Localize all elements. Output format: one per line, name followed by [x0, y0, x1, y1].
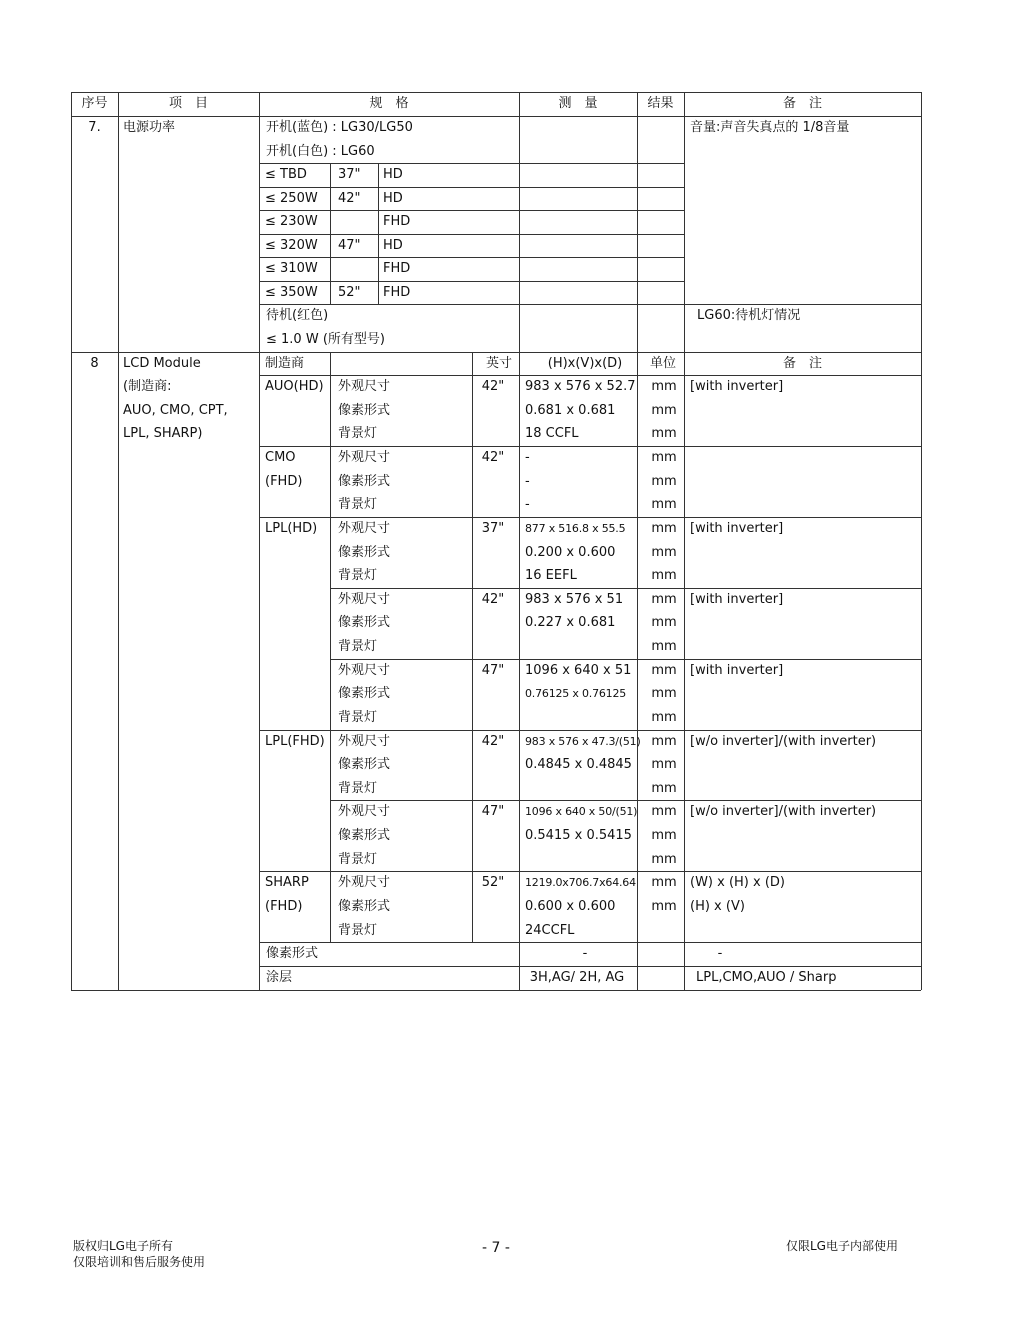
lcd-attr-label: 像素形式: [338, 686, 391, 701]
table-hline: [259, 730, 330, 731]
standby-remark: LG60:待机灯情况: [697, 308, 801, 323]
lcd-value: 983 x 576 x 51: [525, 591, 624, 607]
table-hline: [330, 234, 378, 235]
lcd-remark: [w/o inverter]/(with inverter): [690, 733, 877, 749]
footer-internal: 仅限LG电子内部使用: [786, 1239, 898, 1253]
table-hline: [330, 187, 378, 188]
lcd-attr-label: 外观尺寸: [338, 733, 391, 749]
table-hline: [259, 942, 921, 943]
lcd-unit: mm: [651, 828, 677, 843]
lcd-value: 0.600 x 0.600: [525, 899, 616, 914]
lcd-value: 18 CCFL: [525, 426, 579, 441]
table-vline: [118, 92, 119, 990]
pixel-label: 像素形式: [266, 946, 319, 961]
power-remark: 音量:声音失真点的 1/8音量: [690, 120, 850, 135]
table-vline: [71, 92, 72, 990]
page-number: - 7 -: [482, 1240, 510, 1256]
lcd-value: -: [525, 473, 530, 489]
lcd-unit: mm: [651, 804, 677, 819]
lcd-value: 1096 x 640 x 50/(51): [525, 805, 638, 818]
lcd-remark: [with inverter]: [690, 521, 784, 536]
power-value: ≤ 350W: [265, 284, 318, 300]
table-hline: [71, 92, 921, 93]
lcd-maker: LPL(FHD): [265, 733, 325, 749]
lcd-attr-label: 外观尺寸: [338, 804, 391, 819]
lcd-remark: [w/o inverter]/(with inverter): [690, 804, 877, 819]
lcd-unit: mm: [651, 780, 677, 796]
table-vline: [259, 92, 260, 990]
table-hline: [71, 990, 921, 991]
lcd-maker: LPL(HD): [265, 521, 318, 536]
lcd-item-line: (制造商:: [123, 379, 172, 394]
header-item: 项 目: [168, 96, 209, 111]
table-hline: [330, 517, 921, 518]
lcd-head-maker: 制造商: [265, 355, 305, 371]
power-value: ≤ 320W: [265, 237, 318, 253]
table-vline: [684, 92, 685, 352]
lcd-item-line: AUO, CMO, CPT,: [123, 402, 228, 418]
lcd-unit: mm: [651, 568, 677, 583]
lcd-value: 1096 x 640 x 51: [525, 662, 632, 678]
lcd-value: 0.227 x 0.681: [525, 615, 616, 630]
lcd-unit: mm: [651, 710, 677, 725]
power-value: ≤ 230W: [265, 214, 318, 229]
lcd-value: 0.200 x 0.600: [525, 544, 616, 560]
table-vline: [921, 92, 922, 990]
lcd-value: 1219.0x706.7x64.64: [525, 876, 636, 889]
power-type: FHD: [383, 214, 411, 229]
table-hline: [259, 187, 684, 188]
lcd-attr-label: 像素形式: [338, 402, 391, 418]
lcd-unit: mm: [651, 521, 677, 536]
table-hline: [259, 257, 684, 258]
lcd-attr-label: 背景灯: [338, 426, 378, 441]
power-size: 37": [338, 167, 361, 182]
lcd-attr-label: 背景灯: [338, 568, 378, 583]
lcd-unit: mm: [651, 639, 677, 654]
lcd-attr-label: 像素形式: [338, 899, 391, 914]
lcd-value: 983 x 576 x 47.3/(51): [525, 734, 641, 748]
lcd-value: 983 x 576 x 52.7: [525, 379, 636, 394]
lcd-item-line: LPL, SHARP): [123, 426, 203, 441]
power-on-blue: 开机(蓝色) : LG30/LG50: [266, 120, 413, 135]
lcd-head-remark: 备 注: [782, 355, 823, 371]
lcd-unit: mm: [651, 757, 677, 772]
table-vline: [519, 352, 520, 990]
table-hline: [330, 588, 921, 589]
lcd-attr-label: 外观尺寸: [338, 379, 391, 394]
lcd-value: 0.4845 x 0.4845: [525, 757, 632, 772]
lcd-unit: mm: [651, 426, 677, 441]
lcd-attr-label: 像素形式: [338, 544, 391, 560]
table-hline: [330, 871, 921, 872]
lcd-head-dim: (H)x(V)x(D): [547, 355, 623, 371]
lcd-unit: mm: [651, 497, 677, 512]
coating-value: 3H,AG/ 2H, AG: [529, 970, 625, 985]
lcd-value: -: [525, 450, 530, 465]
lcd-unit: mm: [651, 591, 677, 607]
lcd-inch: 42": [481, 733, 505, 749]
lcd-attr-label: 外观尺寸: [338, 875, 391, 890]
lcd-value: 0.5415 x 0.5415: [525, 828, 632, 843]
lcd-inch: 42": [481, 379, 505, 394]
lcd-inch: 42": [481, 591, 505, 607]
table-hline: [330, 281, 378, 282]
spec-table: [71, 92, 921, 990]
footer-copyright: 版权归LG电子所有: [73, 1239, 173, 1253]
table-hline: [330, 730, 921, 731]
table-hline: [259, 966, 921, 967]
table-hline: [259, 281, 684, 282]
pixel-value: -: [582, 946, 588, 961]
lcd-attr-label: 外观尺寸: [338, 450, 391, 465]
lcd-value: 0.76125 x 0.76125: [525, 687, 627, 700]
power-size: 52": [338, 284, 361, 300]
lcd-inch: 37": [481, 521, 505, 536]
table-hline: [259, 163, 684, 164]
lcd-remark: (W) x (H) x (D): [690, 875, 785, 890]
lcd-attr-label: 像素形式: [338, 615, 391, 630]
footer-usage: 仅限培训和售后服务使用: [73, 1255, 206, 1269]
lcd-value: 24CCFL: [525, 922, 575, 938]
table-hline: [259, 375, 921, 376]
power-type: HD: [383, 237, 403, 253]
pixel-remark: -: [717, 946, 723, 961]
table-hline: [259, 234, 684, 235]
lcd-attr-label: 像素形式: [338, 473, 391, 489]
header-spec: 规 格: [369, 96, 409, 111]
lcd-unit: mm: [651, 615, 677, 630]
lcd-attr-label: 外观尺寸: [338, 591, 391, 607]
lcd-unit: mm: [651, 851, 677, 867]
power-type: HD: [383, 190, 403, 206]
table-vline: [519, 92, 520, 352]
table-hline: [330, 659, 921, 660]
lcd-attr-label: 背景灯: [338, 497, 378, 512]
lcd-no: 8: [90, 355, 99, 371]
lcd-attr-label: 像素形式: [338, 828, 391, 843]
lcd-attr-label: 像素形式: [338, 757, 391, 772]
power-no: 7.: [88, 120, 101, 135]
lcd-unit: mm: [651, 875, 677, 890]
lcd-unit: mm: [651, 450, 677, 465]
lcd-unit: mm: [651, 544, 677, 560]
power-size: 42": [338, 190, 361, 206]
table-hline: [259, 446, 330, 447]
power-item: 电源功率: [123, 120, 176, 135]
coating-label: 涂层: [266, 970, 293, 985]
power-value: ≤ 310W: [265, 261, 318, 276]
lcd-remark: [with inverter]: [690, 379, 784, 394]
power-value: ≤ TBD: [265, 167, 307, 182]
lcd-maker: SHARP: [265, 875, 309, 890]
power-type: FHD: [383, 284, 411, 300]
standby-label: 待机(红色): [266, 308, 329, 323]
coating-remark: LPL,CMO,AUO / Sharp: [696, 970, 837, 985]
table-vline: [378, 163, 379, 304]
power-type: HD: [383, 167, 403, 182]
lcd-value: 0.681 x 0.681: [525, 402, 616, 418]
lcd-remark: [with inverter]: [690, 591, 784, 607]
lcd-attr-label: 背景灯: [338, 851, 378, 867]
lcd-attr-label: 背景灯: [338, 710, 378, 725]
lcd-attr-label: 外观尺寸: [338, 662, 391, 678]
lcd-attr-label: 背景灯: [338, 639, 378, 654]
table-vline: [684, 352, 685, 990]
table-vline: [637, 352, 638, 990]
table-hline: [259, 871, 330, 872]
lcd-unit: mm: [651, 379, 677, 394]
header-remark: 备 注: [782, 96, 823, 111]
table-hline: [71, 116, 921, 117]
lcd-inch: 42": [481, 450, 505, 465]
header-result: 结果: [647, 96, 674, 111]
lcd-maker: (FHD): [265, 899, 303, 914]
table-hline: [259, 210, 684, 211]
lcd-maker: (FHD): [265, 473, 303, 489]
lcd-head-inch: 英寸: [485, 355, 513, 371]
lcd-item-line: LCD Module: [123, 355, 201, 371]
lcd-attr-label: 背景灯: [338, 922, 378, 938]
lcd-inch: 47": [481, 662, 505, 678]
power-size: 47": [338, 237, 361, 253]
table-vline: [637, 92, 638, 352]
table-hline: [330, 800, 921, 801]
lcd-inch: 52": [481, 875, 505, 890]
power-value: ≤ 250W: [265, 190, 318, 206]
lcd-unit: mm: [651, 899, 677, 914]
lcd-attr-label: 外观尺寸: [338, 521, 391, 536]
lcd-unit: mm: [651, 686, 677, 701]
lcd-maker: AUO(HD): [265, 379, 324, 394]
lcd-unit: mm: [651, 473, 677, 489]
lcd-maker: CMO: [265, 450, 296, 465]
power-on-white: 开机(白色) : LG60: [266, 143, 375, 159]
lcd-value: 16 EEFL: [525, 568, 577, 583]
lcd-value: 877 x 516.8 x 55.5: [525, 522, 626, 535]
lcd-attr-label: 背景灯: [338, 780, 378, 796]
standby-value: ≤ 1.0 W (所有型号): [266, 332, 385, 347]
lcd-remark: [with inverter]: [690, 662, 784, 678]
lcd-value: -: [525, 497, 530, 512]
table-hline: [330, 446, 921, 447]
table-hline: [259, 304, 921, 305]
table-vline: [472, 352, 473, 942]
table-hline: [71, 352, 921, 353]
lcd-unit: mm: [651, 662, 677, 678]
power-type: FHD: [383, 261, 411, 276]
header-no: 序号: [81, 96, 108, 111]
lcd-remark: (H) x (V): [690, 899, 745, 914]
table-hline: [259, 517, 330, 518]
lcd-inch: 47": [481, 804, 505, 819]
lcd-unit: mm: [651, 733, 677, 749]
header-measure: 测 量: [558, 96, 598, 111]
table-vline: [330, 352, 331, 942]
lcd-unit: mm: [651, 402, 677, 418]
lcd-head-unit: 单位: [649, 355, 677, 371]
